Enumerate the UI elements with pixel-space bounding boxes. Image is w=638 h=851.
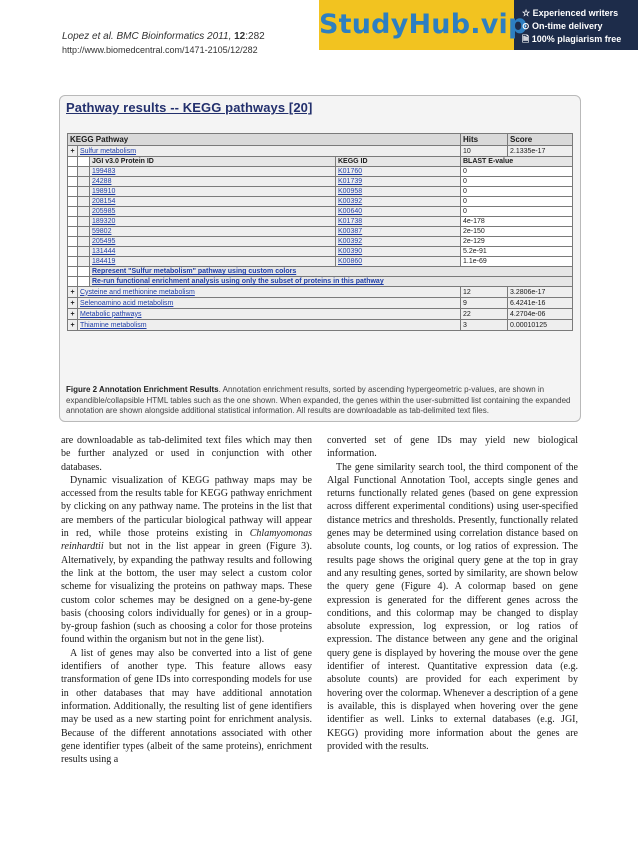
- evalue-cell: 2e-129: [461, 237, 573, 247]
- banner-bullet: 🗎 100% plagiarism free: [522, 34, 622, 44]
- pathway-link[interactable]: Cysteine and methionine metabolism: [80, 288, 195, 296]
- pathway-hits: 3: [461, 320, 508, 331]
- table-row: [68, 197, 573, 207]
- paragraph-text: but not in the list appear in green (Figure 3). Alternatively, by expanding the pathway results and following the link at the bottom, the user may select a custom color scheme for visualizing the proteins on pathway maps. These custom color schemes may be designed on a gene-by-gene basis (choosing colors individually for genes) or in a group-by-group fashion (such as choosing a color for those proteins found within the organism but not in the gene list).: [61, 541, 312, 646]
- table-row: [68, 187, 573, 197]
- action-row[interactable]: [68, 277, 573, 287]
- evalue-cell: 0: [461, 187, 573, 197]
- pathway-score: 6.4241e-16: [508, 298, 573, 309]
- paragraph: The gene similarity search tool, the third component of the Algal Functional Annotation Tool, accepts single genes and returns functionally related genes (based on gene expression across different experimental conditions) using user-specified distance metrics and thresholds. Presently, functionally related genes may be determined using correlation distance based on absolute counts, log counts, or log ratios of expression. The results page shows the original query gene at the top in gray and any resulting genes, sorted by similarity, are shown below the query gene (Figure 4). A colormap based on gene expression is generated for the different genes across the conditions, and this colormap may be changed to display absolute expression, log expression, or log ratios of expression. The distance between any gene and the original query gene is displayed by hovering the mouse over the gene identifier of interest. Quantitative expression data (e.g. absolute counts) are provided for each experiment by hovering over the colormap. Whenever a description of a gene is available, this is displayed when hovering over the gene identifier as well. Links to external databases (e.g. JGI, KEGG) providing more information about the genes are provided with the results.: [327, 461, 578, 752]
- evalue-cell: 0: [461, 207, 573, 217]
- evalue-cell: 1.1e-69: [461, 257, 573, 267]
- evalue-cell: 0: [461, 177, 573, 187]
- rerun-enrichment-link[interactable]: Re-run functional enrichment analysis using only the subset of proteins in this pathway: [90, 277, 573, 287]
- body-column-left: [61, 434, 312, 766]
- protein-link[interactable]: 208154: [92, 198, 116, 205]
- kegg-results-table: [67, 133, 573, 331]
- header-score: Score: [508, 134, 573, 146]
- collapse-toggle[interactable]: +: [68, 146, 78, 157]
- header-hits: Hits: [461, 134, 508, 146]
- evalue-cell: 0: [461, 197, 573, 207]
- species-name: Chlamyomonas reinhardtii: [61, 528, 312, 553]
- table-row: [68, 257, 573, 267]
- protein-link[interactable]: 198910: [92, 188, 116, 195]
- pathway-score: 3.2806e-17: [508, 287, 573, 298]
- kegg-link[interactable]: K01739: [338, 178, 363, 185]
- kegg-link[interactable]: K01738: [338, 218, 363, 225]
- paragraph: are downloadable as tab-delimited text files which may then be further analyzed or used in conjunction with other databases.: [61, 435, 312, 473]
- table-row: [68, 247, 573, 257]
- protein-link[interactable]: 131444: [92, 248, 116, 255]
- expand-toggle[interactable]: +: [68, 298, 78, 309]
- table-row: [68, 227, 573, 237]
- protein-link[interactable]: 59802: [92, 228, 112, 235]
- journal-citation: [62, 31, 265, 42]
- pathway-link[interactable]: Sulfur metabolism: [80, 147, 137, 155]
- table-row: [68, 217, 573, 227]
- header-pathway: KEGG Pathway: [68, 134, 461, 146]
- kegg-link[interactable]: K00392: [338, 238, 363, 245]
- caption-label: Figure 2 Annotation Enrichment Results: [66, 385, 219, 394]
- expand-toggle[interactable]: +: [68, 287, 78, 298]
- pathway-hits: 12: [461, 287, 508, 298]
- kegg-link[interactable]: K00860: [338, 258, 363, 265]
- gene-header-evalue: BLAST E-value: [461, 157, 573, 167]
- journal-url[interactable]: http://www.biomedcentral.com/1471-2105/12/282: [62, 45, 258, 55]
- paragraph: converted set of gene IDs may yield new biological information.: [327, 435, 578, 460]
- banner-bullet: ⊙ On-time delivery: [522, 21, 603, 31]
- banner-bullets: [522, 7, 621, 46]
- table-row: [68, 177, 573, 187]
- table-row: [68, 207, 573, 217]
- custom-colors-link[interactable]: Represent "Sulfur metabolism" pathway using custom colors: [90, 267, 573, 277]
- kegg-link[interactable]: K01760: [338, 168, 363, 175]
- protein-link[interactable]: 199483: [92, 168, 116, 175]
- ad-banner[interactable]: [319, 0, 638, 50]
- pathway-score: 4.2704e-06: [508, 309, 573, 320]
- kegg-link[interactable]: K00640: [338, 208, 363, 215]
- evalue-cell: 5.2e-91: [461, 247, 573, 257]
- figure-caption: [66, 385, 572, 417]
- figure-title: Pathway results -- KEGG pathways [20]: [66, 100, 313, 115]
- protein-link[interactable]: 184419: [92, 258, 116, 265]
- pathway-row-expanded[interactable]: [68, 146, 573, 157]
- paragraph: A list of genes may also be converted into a list of gene identifiers of another type. This feature allows easy transformation of gene IDs into corresponding models for use in other databases that may have additional annotation information. Additionally, the resulting list of gene identifiers may be used as a new starting point for enrichment analysis. Because of the different annotations associated with other gene identifier types (albeit of the same proteins), enrichment results using a: [61, 647, 312, 766]
- pathway-hits: 9: [461, 298, 508, 309]
- pathway-row[interactable]: [68, 320, 573, 331]
- expand-toggle[interactable]: +: [68, 320, 78, 331]
- brand-logo[interactable]: StudyHub.vip: [319, 0, 514, 50]
- gene-header-kegg: KEGG ID: [336, 157, 461, 167]
- table-row: [68, 237, 573, 247]
- caption-text: . Annotation enrichment results, sorted by ascending hypergeometric p-values, are shown in expandible/collapsible HTML tables such as the one shown. When expanded, the genes within the user-submitted list containing the expanded annotation are shown alongside additional statistical information. All results are downloadable as tab-delimited text files.: [66, 385, 571, 415]
- evalue-cell: 2e-150: [461, 227, 573, 237]
- gene-header-row: [68, 157, 573, 167]
- protein-link[interactable]: 205495: [92, 238, 116, 245]
- pathway-link[interactable]: Thiamine metabolism: [80, 321, 147, 329]
- journal-volume: 12: [234, 31, 246, 42]
- kegg-link[interactable]: K00390: [338, 248, 363, 255]
- action-row[interactable]: [68, 267, 573, 277]
- evalue-cell: 0: [461, 167, 573, 177]
- pathway-link[interactable]: Metabolic pathways: [80, 310, 142, 318]
- journal-pages: :282: [245, 31, 265, 42]
- expand-toggle[interactable]: +: [68, 309, 78, 320]
- pathway-row[interactable]: [68, 298, 573, 309]
- pathway-link[interactable]: Selenoamino acid metabolism: [80, 299, 174, 307]
- pathway-row[interactable]: [68, 309, 573, 320]
- kegg-link[interactable]: K00958: [338, 188, 363, 195]
- kegg-link[interactable]: K00392: [338, 198, 363, 205]
- paragraph-text: Dynamic visualization of KEGG pathway maps may be accessed from the results table for KEGG pathway enrichment by clicking on any pathway name. The proteins in the list that are members of the particular biological pathway will appear in red, while those proteins existing in: [61, 474, 312, 540]
- body-column-right: [327, 434, 578, 753]
- gene-header-protein: JGI v3.0 Protein ID: [90, 157, 336, 167]
- pathway-score: 2.1335e-17: [508, 146, 573, 157]
- kegg-link[interactable]: K00387: [338, 228, 363, 235]
- pathway-hits: 22: [461, 309, 508, 320]
- pathway-score: 0.00010125: [508, 320, 573, 331]
- journal-name: Lopez et al. BMC Bioinformatics 2011,: [62, 31, 235, 42]
- paragraph: [61, 474, 312, 647]
- table-header-row: [68, 134, 573, 146]
- pathway-hits: 10: [461, 146, 508, 157]
- pathway-row[interactable]: [68, 287, 573, 298]
- table-row: [68, 167, 573, 177]
- protein-link[interactable]: 205985: [92, 208, 116, 215]
- protein-link[interactable]: 24288: [92, 178, 112, 185]
- protein-link[interactable]: 189320: [92, 218, 116, 225]
- banner-bullet: ☆ Experienced writers: [522, 8, 619, 18]
- evalue-cell: 4e-178: [461, 217, 573, 227]
